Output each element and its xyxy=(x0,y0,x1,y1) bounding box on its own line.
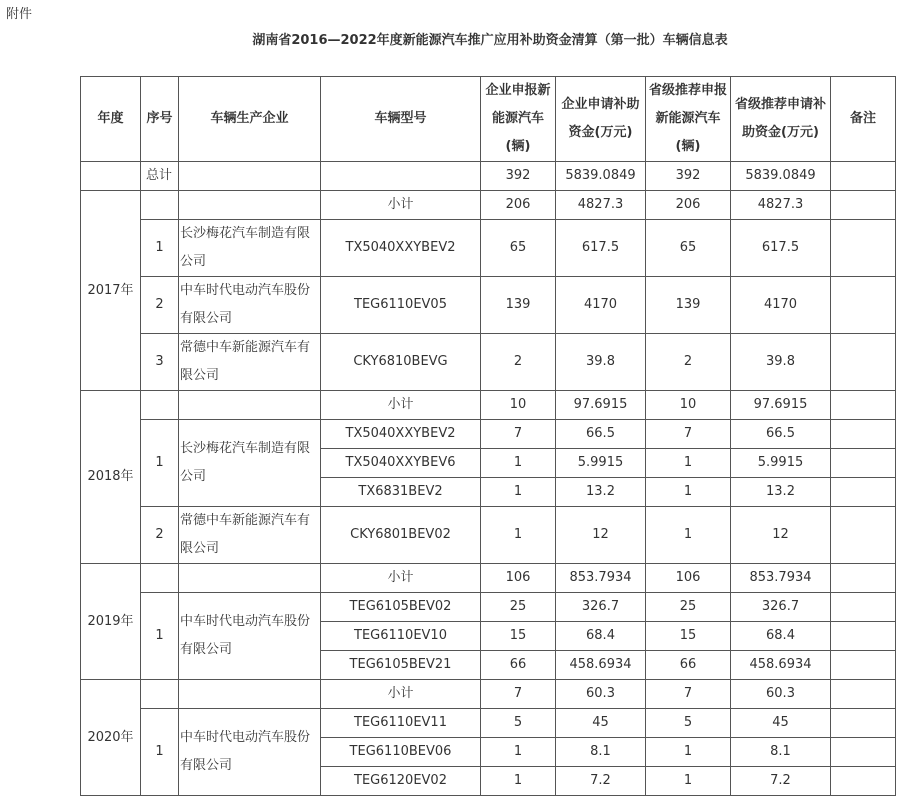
subtotal-label: 小计 xyxy=(321,191,481,220)
cell-ent-amount: 60.3 xyxy=(556,680,646,709)
cell-seq: 3 xyxy=(141,334,179,391)
cell-model: CKY6810BEVG xyxy=(321,334,481,391)
cell-prov-count: 1 xyxy=(646,767,731,796)
cell-remark xyxy=(831,767,896,796)
cell-ent-amount: 4827.3 xyxy=(556,191,646,220)
cell-prov-count: 206 xyxy=(646,191,731,220)
cell-company: 常德中车新能源汽车有限公司 xyxy=(179,507,321,564)
cell-empty xyxy=(81,162,141,191)
cell-prov-count: 7 xyxy=(646,680,731,709)
cell-prov-amount: 4827.3 xyxy=(731,191,831,220)
cell-ent-amount: 617.5 xyxy=(556,220,646,277)
cell-ent-amount: 68.4 xyxy=(556,622,646,651)
cell-ent-amount: 853.7934 xyxy=(556,564,646,593)
header-prov-count: 省级推荐申报新能源汽车(辆) xyxy=(646,77,731,162)
cell-prov-amount: 39.8 xyxy=(731,334,831,391)
cell-remark xyxy=(831,420,896,449)
cell-remark xyxy=(831,622,896,651)
year-cell-2020: 2020年 xyxy=(81,680,141,796)
cell-prov-count: 25 xyxy=(646,593,731,622)
cell-empty xyxy=(179,191,321,220)
page-title: 湖南省2016—2022年度新能源汽车推广应用补助资金清算（第一批）车辆信息表 xyxy=(252,33,728,48)
cell-remark xyxy=(831,738,896,767)
table-row xyxy=(81,420,896,449)
year-cell-2019: 2019年 xyxy=(81,564,141,680)
header-company: 车辆生产企业 xyxy=(179,77,321,162)
cell-ent-count: 1 xyxy=(481,478,556,507)
cell-remark xyxy=(831,564,896,593)
vehicle-info-table xyxy=(80,76,896,796)
cell-model: TEG6110EV11 xyxy=(321,709,481,738)
cell-prov-count: 1 xyxy=(646,449,731,478)
table-row xyxy=(81,593,896,622)
cell-prov-amount: 97.6915 xyxy=(731,391,831,420)
cell-prov-count: 66 xyxy=(646,651,731,680)
cell-prov-amount: 617.5 xyxy=(731,220,831,277)
cell-empty xyxy=(141,564,179,593)
cell-model: TEG6105BEV21 xyxy=(321,651,481,680)
cell-company: 中车时代电动汽车股份有限公司 xyxy=(179,277,321,334)
cell-model: TX5040XXYBEV6 xyxy=(321,449,481,478)
cell-prov-count: 65 xyxy=(646,220,731,277)
cell-ent-amount: 97.6915 xyxy=(556,391,646,420)
cell-prov-count: 1 xyxy=(646,478,731,507)
cell-remark xyxy=(831,334,896,391)
cell-prov-amount: 326.7 xyxy=(731,593,831,622)
cell-ent-count: 5 xyxy=(481,709,556,738)
cell-prov-amount: 12 xyxy=(731,507,831,564)
cell-ent-count: 392 xyxy=(481,162,556,191)
cell-ent-amount: 45 xyxy=(556,709,646,738)
cell-remark xyxy=(831,277,896,334)
subtotal-label: 小计 xyxy=(321,564,481,593)
cell-prov-amount: 68.4 xyxy=(731,622,831,651)
header-remark: 备注 xyxy=(831,77,896,162)
cell-seq: 1 xyxy=(141,420,179,507)
cell-model: TX6831BEV2 xyxy=(321,478,481,507)
cell-ent-amount: 458.6934 xyxy=(556,651,646,680)
cell-prov-amount: 66.5 xyxy=(731,420,831,449)
cell-ent-count: 206 xyxy=(481,191,556,220)
cell-prov-amount: 60.3 xyxy=(731,680,831,709)
cell-model: TX5040XXYBEV2 xyxy=(321,220,481,277)
cell-prov-amount: 853.7934 xyxy=(731,564,831,593)
year-cell-2017: 2017年 xyxy=(81,191,141,391)
cell-prov-count: 2 xyxy=(646,334,731,391)
cell-remark xyxy=(831,507,896,564)
cell-ent-count: 1 xyxy=(481,507,556,564)
header-row xyxy=(81,77,896,162)
table-row xyxy=(81,277,896,334)
cell-model: TEG6105BEV02 xyxy=(321,593,481,622)
cell-ent-count: 15 xyxy=(481,622,556,651)
table-row xyxy=(81,507,896,564)
cell-empty xyxy=(141,191,179,220)
cell-remark xyxy=(831,709,896,738)
cell-prov-amount: 4170 xyxy=(731,277,831,334)
cell-prov-count: 10 xyxy=(646,391,731,420)
cell-remark xyxy=(831,478,896,507)
cell-prov-amount: 5839.0849 xyxy=(731,162,831,191)
header-seq: 序号 xyxy=(141,77,179,162)
header-prov-amount: 省级推荐申请补助资金(万元) xyxy=(731,77,831,162)
cell-prov-count: 1 xyxy=(646,738,731,767)
cell-prov-count: 1 xyxy=(646,507,731,564)
cell-prov-amount: 8.1 xyxy=(731,738,831,767)
cell-prov-amount: 7.2 xyxy=(731,767,831,796)
cell-ent-count: 1 xyxy=(481,738,556,767)
cell-ent-count: 25 xyxy=(481,593,556,622)
cell-ent-count: 7 xyxy=(481,680,556,709)
cell-ent-amount: 7.2 xyxy=(556,767,646,796)
table-row xyxy=(81,191,896,220)
cell-prov-amount: 45 xyxy=(731,709,831,738)
cell-ent-count: 1 xyxy=(481,449,556,478)
cell-ent-amount: 5839.0849 xyxy=(556,162,646,191)
cell-empty xyxy=(179,564,321,593)
cell-prov-count: 15 xyxy=(646,622,731,651)
cell-prov-count: 5 xyxy=(646,709,731,738)
cell-ent-count: 139 xyxy=(481,277,556,334)
cell-company: 长沙梅花汽车制造有限公司 xyxy=(179,420,321,507)
cell-model: TEG6110BEV06 xyxy=(321,738,481,767)
cell-ent-amount: 39.8 xyxy=(556,334,646,391)
cell-model: TX5040XXYBEV2 xyxy=(321,420,481,449)
cell-seq: 1 xyxy=(141,709,179,796)
cell-prov-amount: 13.2 xyxy=(731,478,831,507)
cell-ent-count: 10 xyxy=(481,391,556,420)
cell-seq: 1 xyxy=(141,593,179,680)
table-row xyxy=(81,334,896,391)
cell-ent-count: 2 xyxy=(481,334,556,391)
cell-ent-amount: 12 xyxy=(556,507,646,564)
cell-ent-amount: 13.2 xyxy=(556,478,646,507)
cell-model: TEG6120EV02 xyxy=(321,767,481,796)
cell-model: TEG6110EV10 xyxy=(321,622,481,651)
cell-empty xyxy=(179,680,321,709)
total-label: 总计 xyxy=(141,162,179,191)
cell-remark xyxy=(831,680,896,709)
cell-prov-count: 392 xyxy=(646,162,731,191)
cell-prov-amount: 458.6934 xyxy=(731,651,831,680)
header-year: 年度 xyxy=(81,77,141,162)
cell-empty xyxy=(321,162,481,191)
cell-remark xyxy=(831,593,896,622)
table-row xyxy=(81,220,896,277)
cell-ent-amount: 5.9915 xyxy=(556,449,646,478)
cell-remark xyxy=(831,220,896,277)
cell-company: 常德中车新能源汽车有限公司 xyxy=(179,334,321,391)
table-row xyxy=(81,564,896,593)
subtotal-label: 小计 xyxy=(321,680,481,709)
cell-seq: 2 xyxy=(141,277,179,334)
table-row xyxy=(81,680,896,709)
subtotal-label: 小计 xyxy=(321,391,481,420)
cell-empty xyxy=(141,391,179,420)
cell-remark xyxy=(831,449,896,478)
cell-company: 中车时代电动汽车股份有限公司 xyxy=(179,709,321,796)
cell-ent-count: 65 xyxy=(481,220,556,277)
cell-ent-amount: 66.5 xyxy=(556,420,646,449)
cell-prov-count: 7 xyxy=(646,420,731,449)
cell-model: CKY6801BEV02 xyxy=(321,507,481,564)
header-ent-amount: 企业申请补助资金(万元) xyxy=(556,77,646,162)
cell-ent-count: 1 xyxy=(481,767,556,796)
table-row xyxy=(81,709,896,738)
cell-company: 中车时代电动汽车股份有限公司 xyxy=(179,593,321,680)
cell-ent-amount: 326.7 xyxy=(556,593,646,622)
cell-remark xyxy=(831,162,896,191)
cell-prov-count: 139 xyxy=(646,277,731,334)
cell-company: 长沙梅花汽车制造有限公司 xyxy=(179,220,321,277)
header-model: 车辆型号 xyxy=(321,77,481,162)
cell-ent-amount: 4170 xyxy=(556,277,646,334)
cell-empty xyxy=(141,680,179,709)
year-cell-2018: 2018年 xyxy=(81,391,141,564)
attachment-label: 附件 xyxy=(6,7,33,22)
cell-ent-count: 66 xyxy=(481,651,556,680)
cell-prov-count: 106 xyxy=(646,564,731,593)
cell-remark xyxy=(831,391,896,420)
cell-model: TEG6110EV05 xyxy=(321,277,481,334)
total-row xyxy=(81,162,896,191)
cell-ent-count: 7 xyxy=(481,420,556,449)
table-row xyxy=(81,391,896,420)
cell-remark xyxy=(831,651,896,680)
cell-ent-count: 106 xyxy=(481,564,556,593)
cell-seq: 2 xyxy=(141,507,179,564)
cell-prov-amount: 5.9915 xyxy=(731,449,831,478)
cell-seq: 1 xyxy=(141,220,179,277)
cell-remark xyxy=(831,191,896,220)
cell-ent-amount: 8.1 xyxy=(556,738,646,767)
cell-empty xyxy=(179,162,321,191)
cell-empty xyxy=(179,391,321,420)
header-ent-count: 企业申报新能源汽车(辆) xyxy=(481,77,556,162)
